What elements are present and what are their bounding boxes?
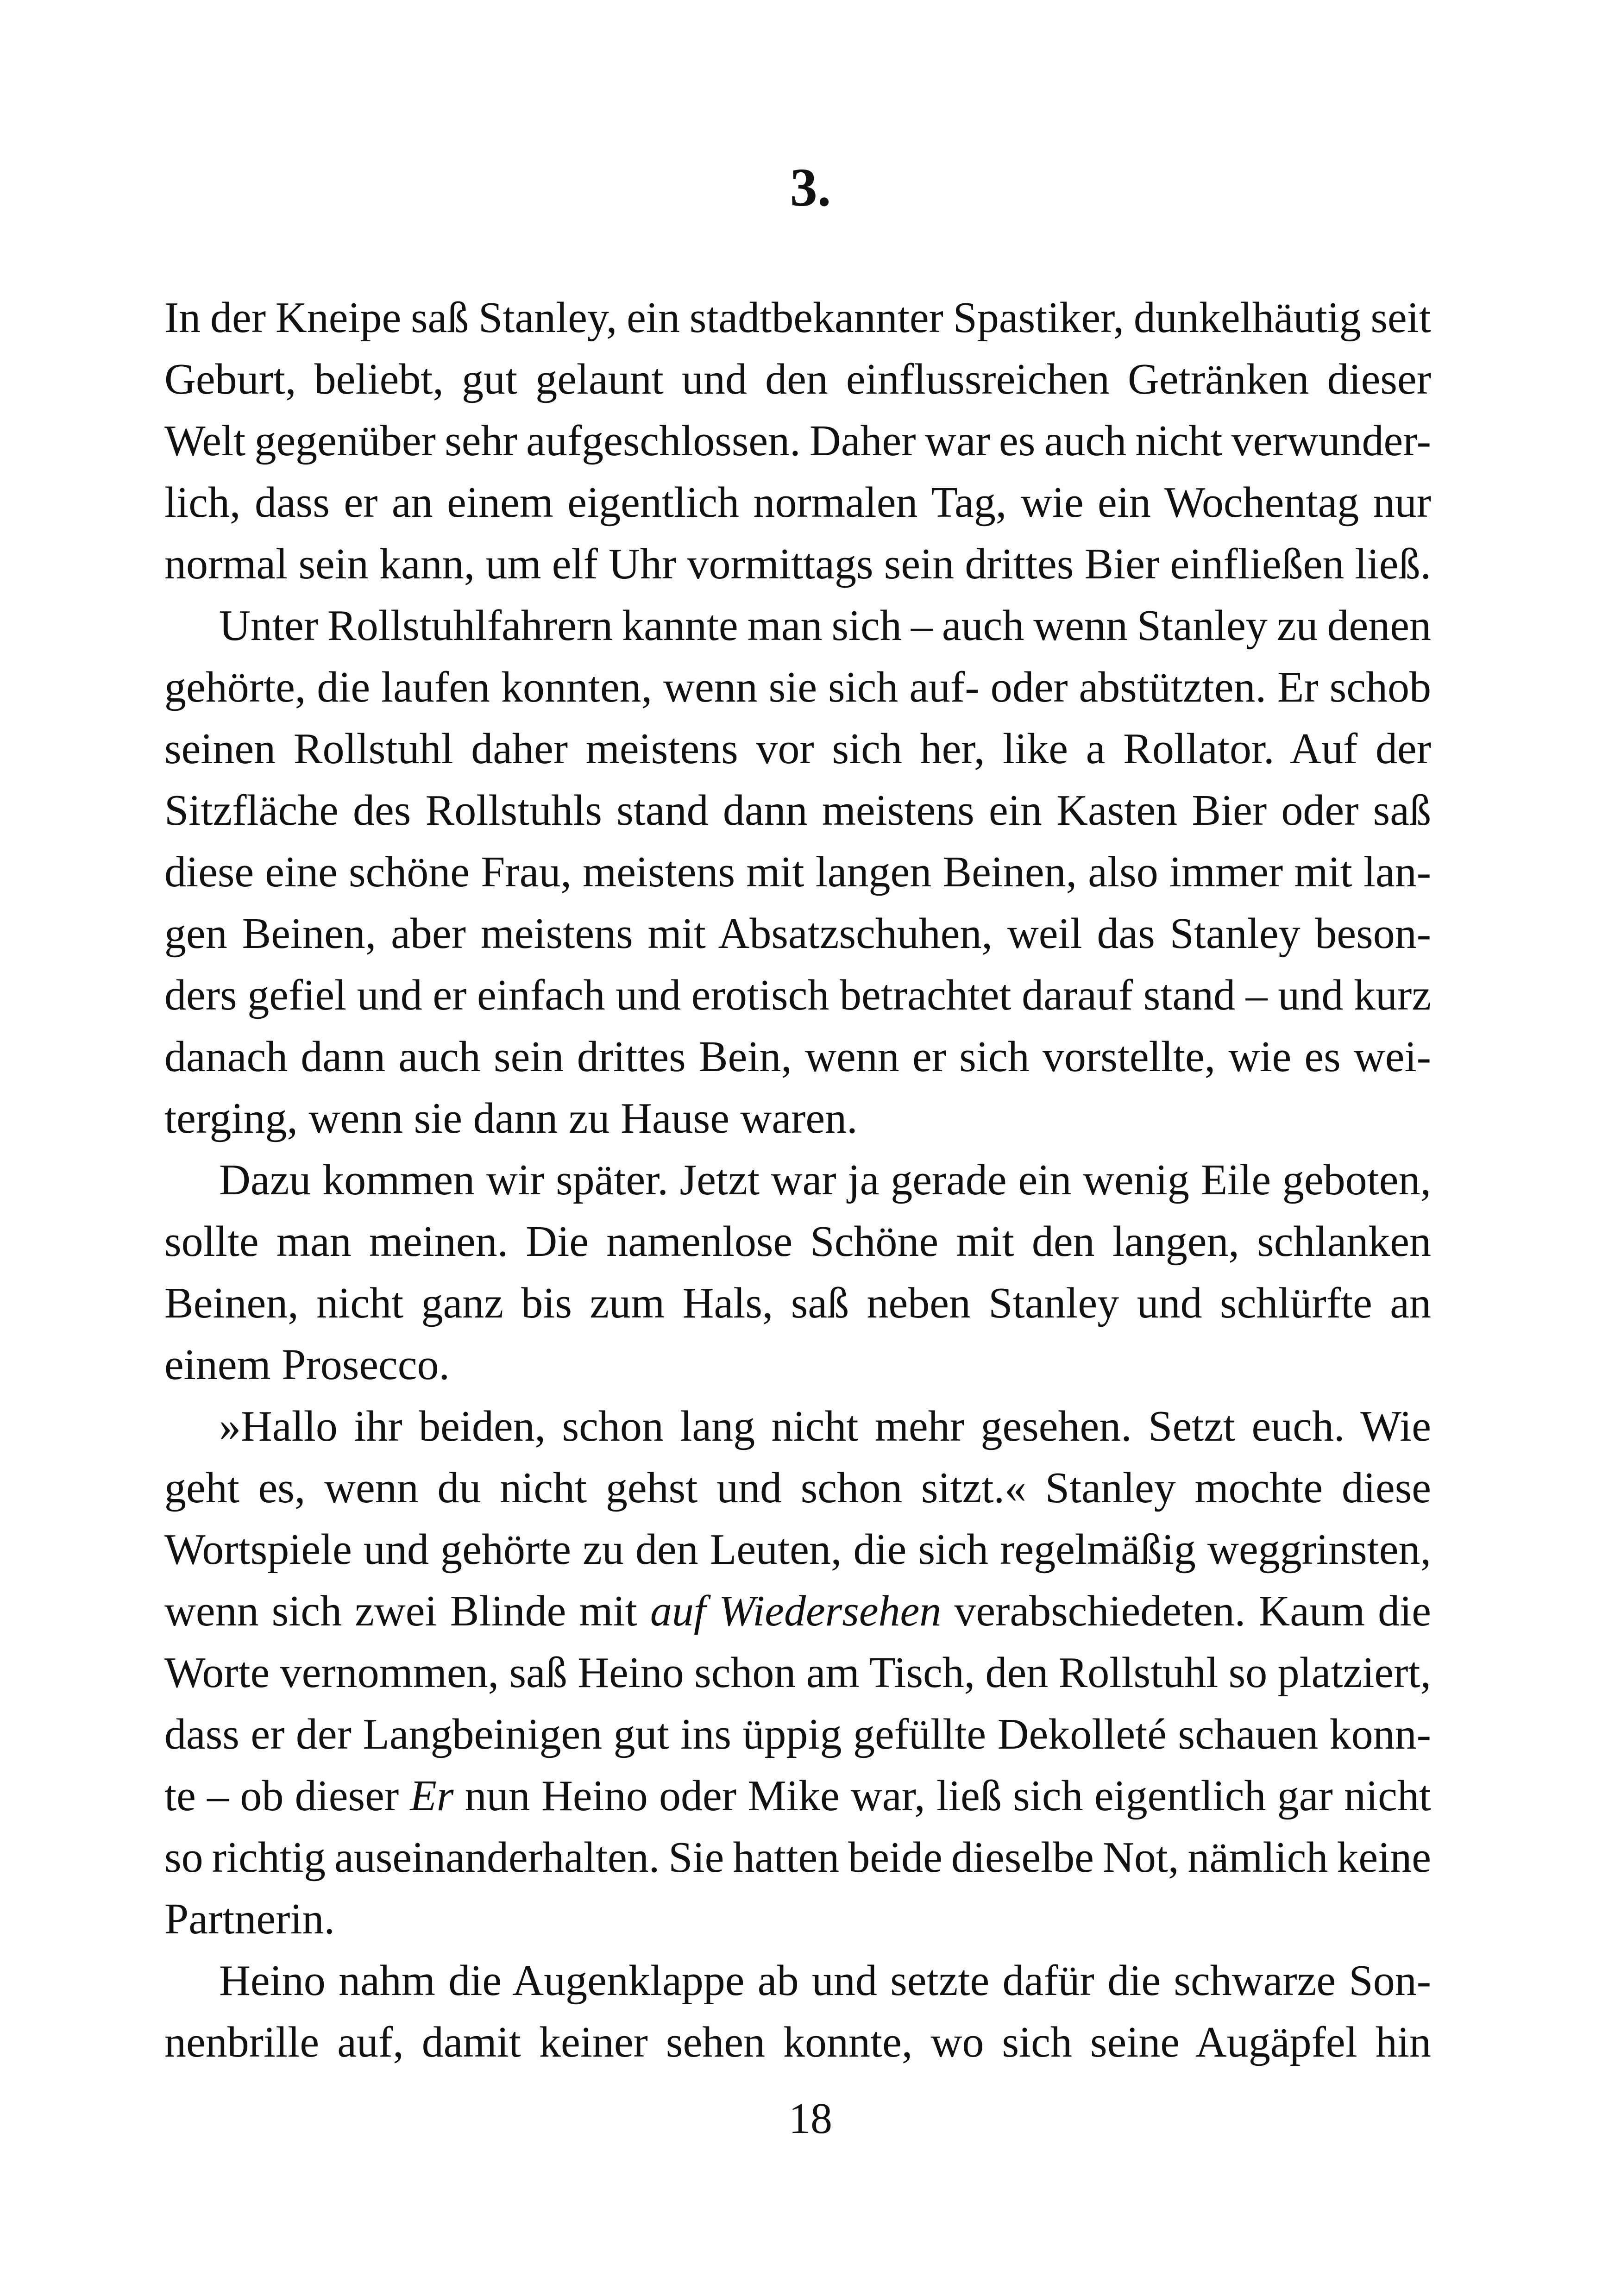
text-line: dass er der Langbeinigen gut ins üppig gefüllte Dekolleté schauen konn- [164, 1710, 1431, 1758]
paragraph [164, 287, 1431, 595]
paragraph [164, 595, 1431, 1149]
text-line: Worte vernommen, saß Heino schon am Tisch, den Rollstuhl so platziert, [164, 1649, 1431, 1697]
text-line: Heino nahm die Augenklappe ab und setzte dafür die schwarze Son- [219, 1957, 1431, 2005]
text-line: Geburt, beliebt, gut gelaunt und den einflussreichen Getränken dieser [164, 355, 1431, 403]
text-line: ders gefiel und er einfach und erotisch betrachtet darauf stand – und kurz [164, 971, 1431, 1019]
text-line: Unter Rollstuhlfahrern kannte man sich – auch wenn Stanley zu denen [219, 602, 1431, 650]
text-line: normal sein kann, um elf Uhr vormittags sein drittes Bier einfließen ließ. [164, 540, 1431, 588]
text-line: einem Prosecco. [164, 1341, 450, 1389]
text-line: gen Beinen, aber meistens mit Absatzschuhen, weil das Stanley beson- [164, 910, 1431, 958]
text-segment: verabschiedeten. Kaum die [941, 1587, 1431, 1635]
text-segment: te – ob dieser [164, 1772, 410, 1820]
text-line: Partnerin. [164, 1895, 335, 1943]
text-segment: nun Heino oder Mike war, ließ sich eigentlich gar nicht [453, 1772, 1431, 1820]
text-line: so richtig auseinanderhalten. Sie hatten beide dieselbe Not, nämlich keine [164, 1833, 1431, 1882]
text-line: Welt gegenüber sehr aufgeschlossen. Daher war es auch nicht verwunder- [164, 417, 1431, 465]
text-line: »Hallo ihr beiden, schon lang nicht mehr gesehen. Setzt euch. Wie [219, 1402, 1431, 1450]
paragraph [164, 1149, 1431, 1396]
paragraph [164, 1396, 1431, 1950]
text-line: terging, wenn sie dann zu Hause waren. [164, 1094, 858, 1142]
text-line: geht es, wenn du nicht gehst und schon sitzt.« Stanley mochte diese [164, 1464, 1431, 1512]
text-line: In der Kneipe saß Stanley, ein stadtbekannter Spastiker, dunkelhäutig seit [164, 294, 1431, 342]
text-line: Beinen, nicht ganz bis zum Hals, saß neben Stanley und schlürfte an [164, 1279, 1431, 1327]
italic-phrase: auf Wiedersehen [650, 1587, 942, 1635]
paragraph [164, 1950, 1431, 2073]
text-line: lich, dass er an einem eigentlich normalen Tag, wie ein Wochentag nur [164, 478, 1431, 527]
body-text [164, 287, 1431, 2073]
text-line: danach dann auch sein drittes Bein, wenn er sich vorstellte, wie es wei- [164, 1033, 1431, 1081]
text-line: seinen Rollstuhl daher meistens vor sich her, like a Rollator. Auf der [164, 725, 1431, 773]
page-number: 18 [789, 2095, 832, 2143]
text-line: Wortspiele und gehörte zu den Leuten, die sich regelmäßig weggrinsten, [164, 1525, 1431, 1574]
text-line: nenbrille auf, damit keiner sehen konnte, wo sich seine Augäpfel hin [164, 2018, 1431, 2066]
italic-word: Er [410, 1772, 454, 1820]
text-line: diese eine schöne Frau, meistens mit langen Beinen, also immer mit lan- [164, 848, 1431, 896]
text-segment: wenn sich zwei Blinde mit [164, 1587, 650, 1635]
text-line: Dazu kommen wir später. Jetzt war ja gerade ein wenig Eile geboten, [219, 1156, 1431, 1204]
chapter-heading: 3. [790, 157, 831, 218]
text-line: gehörte, die laufen konnten, wenn sie sich auf- oder abstützten. Er schob [164, 663, 1431, 711]
text-line-with-italic [164, 1581, 1431, 1642]
text-line: sollte man meinen. Die namenlose Schöne mit den langen, schlanken [164, 1217, 1431, 1266]
text-line-with-italic [164, 1765, 1431, 1827]
text-line: Sitzfläche des Rollstuhls stand dann meistens ein Kasten Bier oder saß [164, 786, 1431, 834]
